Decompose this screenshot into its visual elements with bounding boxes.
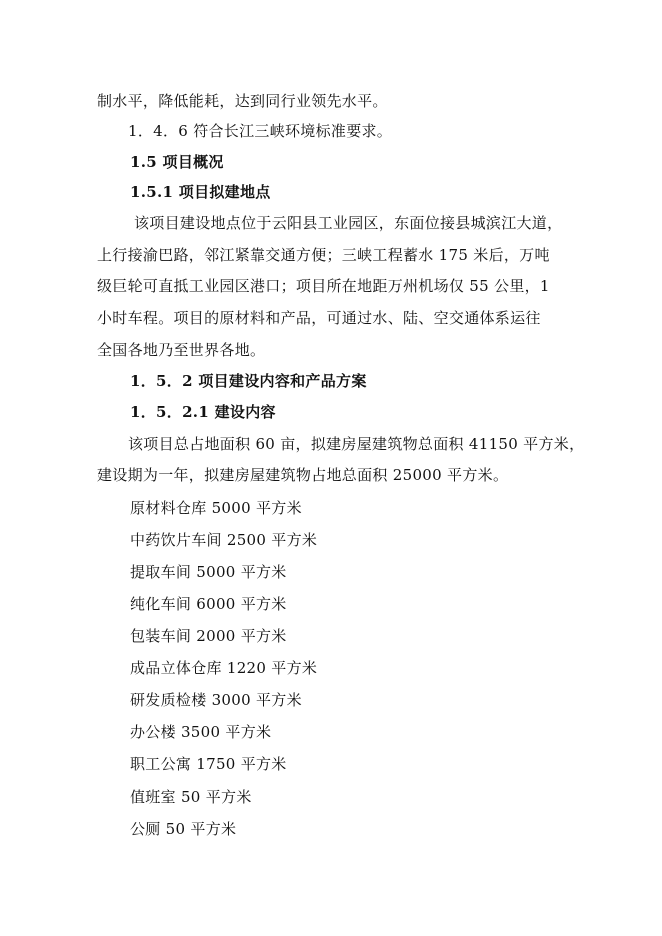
building-item: 包装车间 2000 平方米 [130,627,287,645]
content-paragraph-line: 建设期为一年，拟建房屋建筑物占地总面积 25000 平方米。 [97,466,509,484]
location-paragraph-line: 该项目建设地点位于云阳县工业园区，东面位接县城滨江大道， [134,214,563,232]
building-item: 办公楼 3500 平方米 [130,723,272,741]
location-paragraph-line: 全国各地乃至世界各地。 [97,341,266,359]
location-paragraph-line: 上行接渝巴路，邻江紧靠交通方便；三峡工程蓄水 175 米后，万吨 [97,246,550,264]
intro-tail-text: 制水平，降低能耗，达到同行业领先水平。 [97,92,388,110]
building-item: 公厕 50 平方米 [130,820,237,838]
building-item: 中药饮片车间 2500 平方米 [130,531,318,549]
building-item: 成品立体仓库 1220 平方米 [130,659,318,677]
section-1-5-1-heading: 1.5.1 项目拟建地点 [130,183,271,201]
building-item: 研发质检楼 3000 平方米 [130,691,302,709]
location-paragraph-line: 小时车程。项目的原材料和产品，可通过水、陆、空交通体系运往 [97,309,541,327]
building-item: 原材料仓库 5000 平方米 [130,499,302,517]
building-item: 职工公寓 1750 平方米 [130,755,287,773]
building-item: 纯化车间 6000 平方米 [130,595,287,613]
section-1-5-2-1-heading: 1．5．2.1 建设内容 [130,403,276,421]
section-1-5-heading: 1.5 项目概况 [130,153,224,171]
section-1-5-2-heading: 1．5．2 项目建设内容和产品方案 [130,372,367,390]
building-item: 提取车间 5000 平方米 [130,563,287,581]
content-paragraph-line: 该项目总占地面积 60 亩，拟建房屋建筑物总面积 41150 平方米， [128,435,585,453]
location-paragraph-line: 级巨轮可直抵工业园区港口；项目所在地距万州机场仅 55 公里，1 [97,277,550,295]
building-item: 值班室 50 平方米 [130,788,252,806]
item-1-4-6-text: 1．4．6 符合长江三峡环境标准要求。 [128,122,393,140]
